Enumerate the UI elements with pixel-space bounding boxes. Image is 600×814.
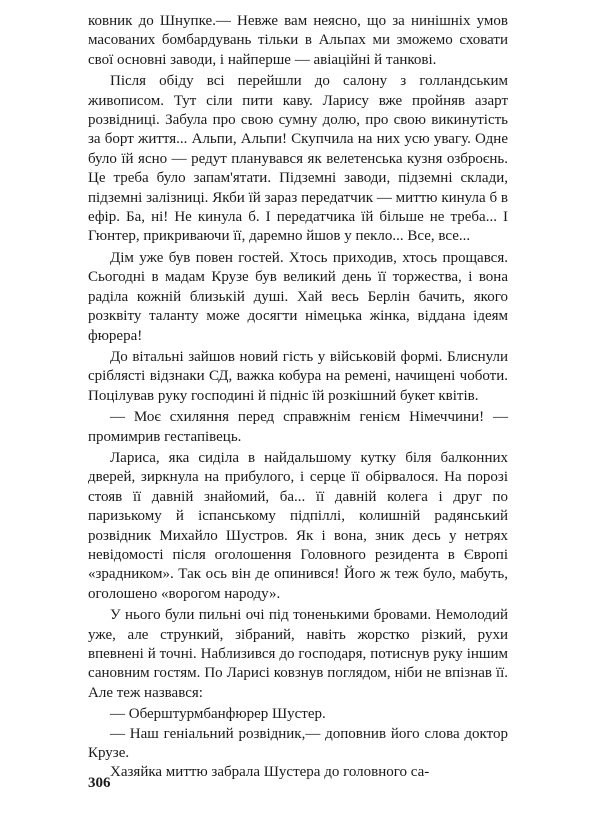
paragraph-after-dinner: Після обіду всі перейшли до салону з голландським живописом. Тут сіли пити каву. Ларису вже пройняв азарт розвідниці. Забула про свою сумну долю, про свою викинутість за борт життя... Альпи, Альпи! Скупчила на них усю увагу. Одне було їй ясно — редут планувався як велетенська кузня озброєнь. Це треба було запам'ятати. Підземні заводи, підземні склади, підземні залізниці. Якби їй зараз передатчик — миттю кинула б в ефір. Ба, ні! Не кинула б. І передатчика їй більше не треба... І Гюнтер, прикриваючи її, даремно йшов у пекло... Все, все... <box>88 73 508 245</box>
paragraph-new-guest: До вітальні зайшов новий гість у військовій формі. Блиснули сріблясті відзнаки СД, важка кобура на ремені, начищені чоботи. Поцілував руку господині й підніс їй розкішний букет квітів. <box>88 348 508 404</box>
dialog-kruze: — Наш геніальний розвідник,— доповнив його слова доктор Крузе. <box>88 725 508 762</box>
paragraph-description: У нього були пильні очі під тоненькими бровами. Немолодий уже, але стрункий, зібраний, навіть жорстко різкий, рухи впевнені й точні. Наблизився до господаря, потиснув руку іншим сановним гостям. По Ларисі ковзнув поглядом, ніби не впізнав її. Але теж назвався: <box>88 607 508 701</box>
book-page <box>88 12 508 785</box>
paragraph-larisa: Лариса, яка сиділа в найдальшому кутку біля балконних дверей, зиркнула на прибулого, і серце її обірвалося. На порозі стояв її давній знайомий, ба... її давній колега і друг по паризькому й іспанському підпіллі, колишній радянський розвідник Михайло Шустров. Як і вона, зник десь у нетрях невідомості після оголошення Головного резидента в Європі «зрадником». Так ось він де опинився! Його ж теж було, мабуть, оголошено «ворогом народу». <box>88 449 508 602</box>
dialog-introduction: — Оберштурмбанфюрер Шустер. <box>110 706 326 723</box>
paragraph-continuation: ковник до Шнупке.— Невже вам неясно, що за нинішніх умов масованих бомбардувань тільки в Альпах ми зможемо сховати свої основні заводи, і найперше — авіаційні й танкові. <box>88 13 508 68</box>
paragraph-hostess: Хазяйка миттю забрала Шустера до головного са- <box>110 764 430 781</box>
dialog-gestapo: — Моє схиляння перед справжнім генієм Німеччини! — промимрив гестапівець. <box>88 409 508 445</box>
paragraph-guests: Дім уже був повен гостей. Хтось приходив, хтось прощався. Сьогодні в мадам Крузе був великий день її торжества, і вона раділа кожній близькій душі. Хай весь Берлін бачить, якого розквіту таланту може досягти німецька жінка, віддана ідеям фюрера! <box>88 249 508 344</box>
page-number: 306 <box>88 775 111 791</box>
